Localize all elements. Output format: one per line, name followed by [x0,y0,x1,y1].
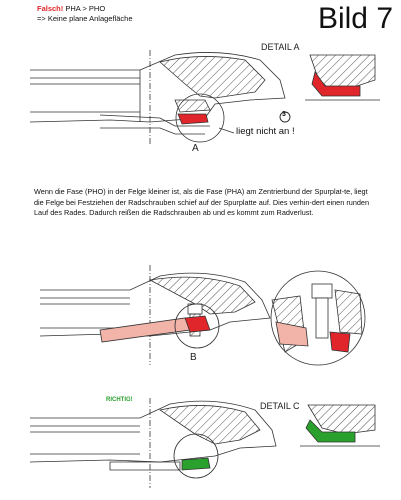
falsch-text: PHA > PHO [65,4,106,13]
description-paragraph: Wenn die Fase (PHO) in der Felge kleiner ist, als die Fase (PHA) am Zentrierbund der Spurplat-te, liegt die Felge bei Festziehen der Radschrauben schief auf der Spurplatte auf. Dies verhin-dert einen runden Lauf des Rades. Dadurch reißen die Radschrauben ab und es kommt zum Radverlust. [34,187,370,217]
callout-letter-b: B [190,352,197,363]
detail-b-inset [271,271,365,365]
detail-a-label: DETAIL A [261,42,300,52]
callout-text: liegt nicht an ! [236,126,295,137]
header-note: => Keine plane Anlagefläche [37,14,133,23]
richtig-label: RICHTIG! [106,397,133,403]
callout-number: 3 [282,111,286,118]
figure-number: Bild 7 [317,2,393,35]
falsch-label: Falsch! [37,4,64,13]
detail-c-label: DETAIL C [260,401,300,411]
callout-letter-a: A [192,143,199,154]
diagram-2-tilted [40,265,270,365]
detail-c-inset [300,405,380,446]
diagram-3-correct [30,398,276,488]
detail-a-inset [305,55,380,100]
